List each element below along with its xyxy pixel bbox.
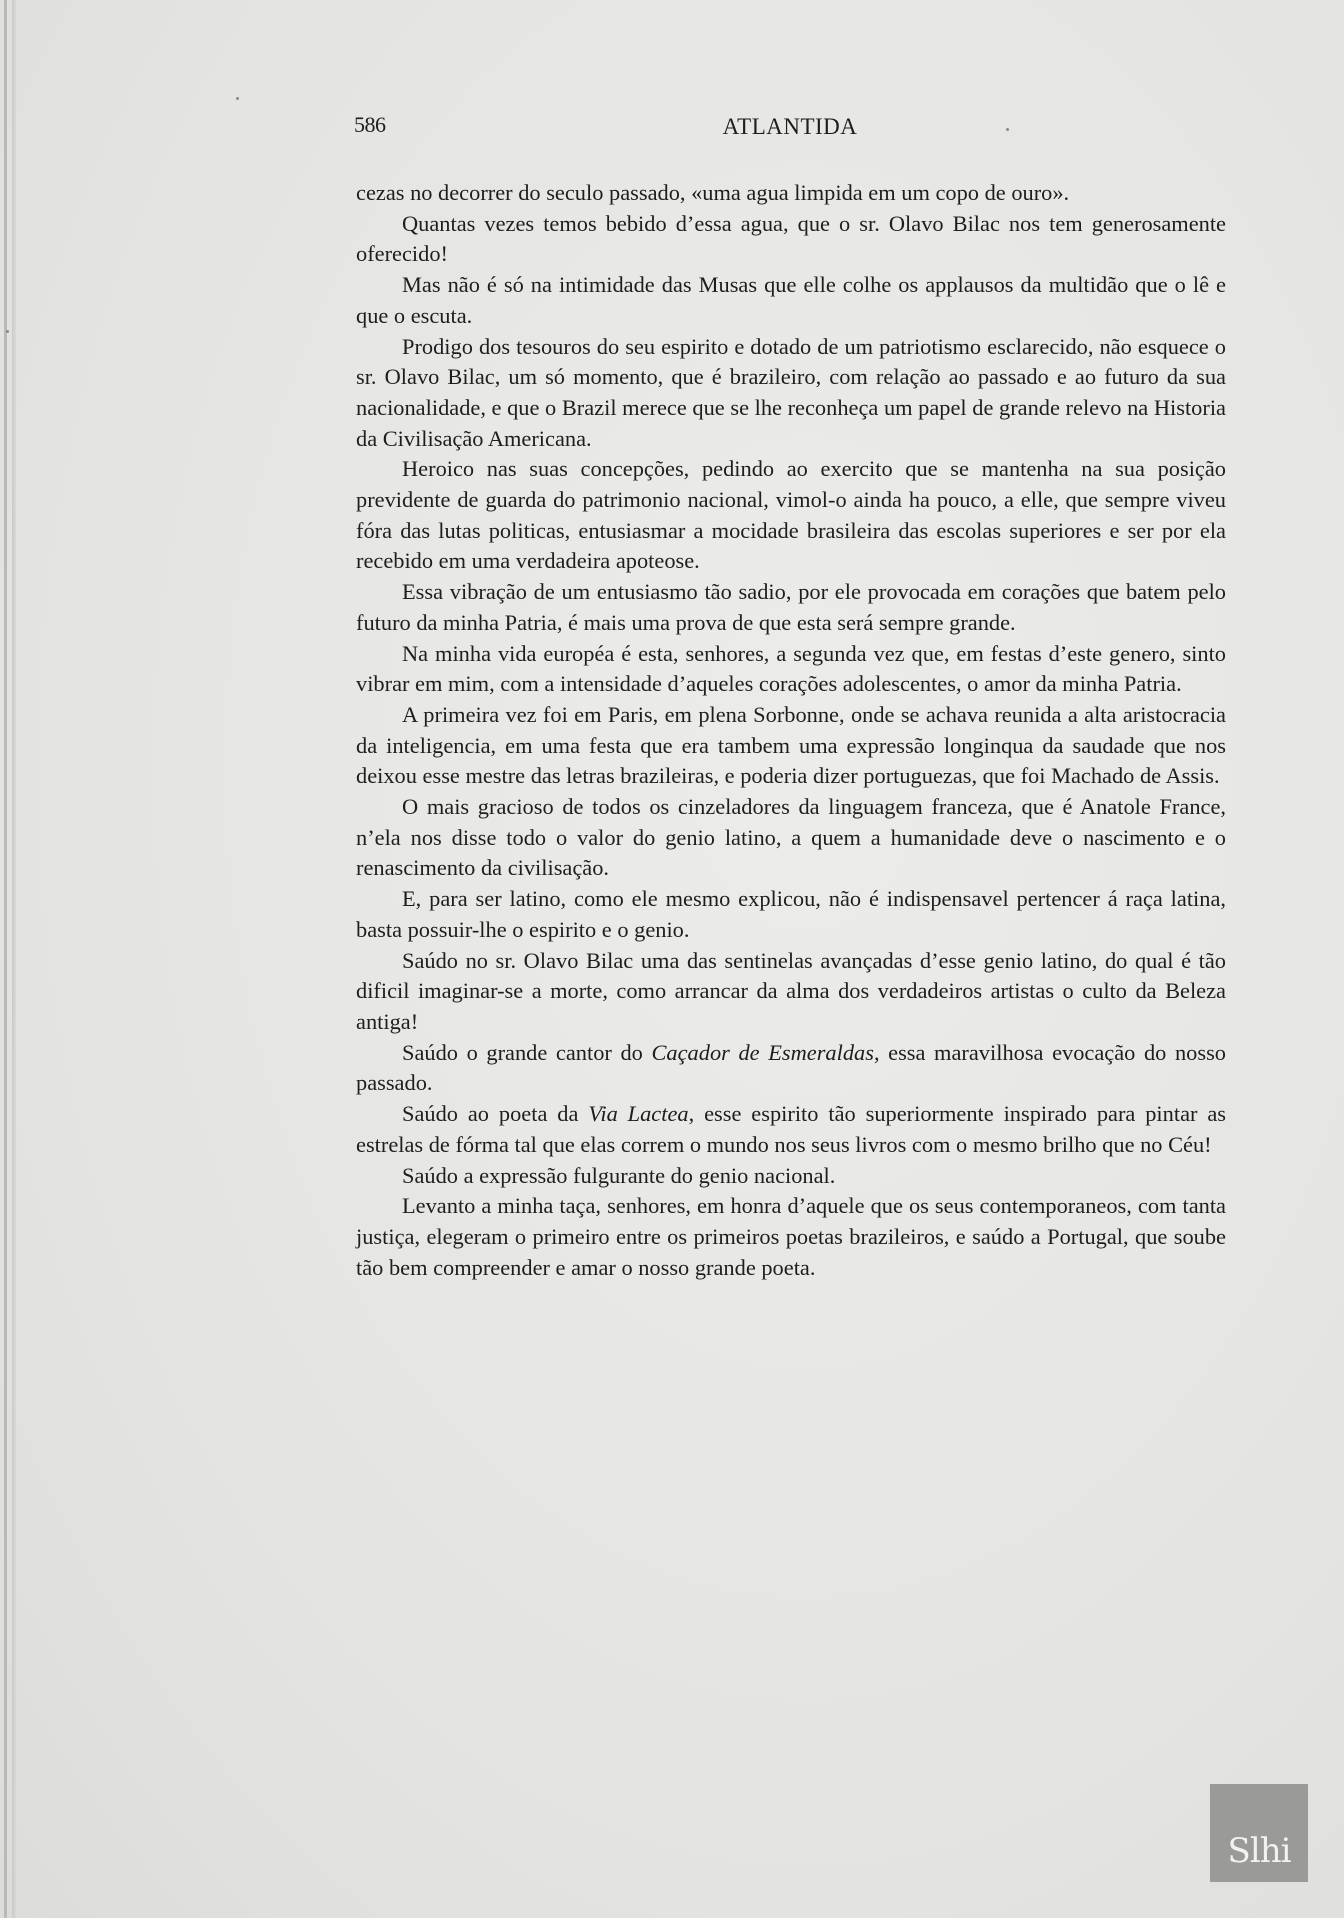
paragraph: A primeira vez foi em Paris, em plena Sorbonne, onde se achava reunida a alta aristocracia da inteligencia, em uma festa que era tambem uma expressão longinqua da saudade que nos deixou esse mestre das letras brazileiras, e poderia dizer portuguezas, que foi Machado de Assis.: [356, 701, 1226, 789]
paragraph: O mais gracioso de todos os cinzeladores da linguagem franceza, que é Anatole France, n’ela nos disse todo o valor do genio latino, a quem a humanidade deve o nascimento e o renascimento da civilisação.: [356, 794, 1226, 881]
paragraph: Mas não é só na intimidade das Musas que elle colhe os applausos da multidão que o lê e que o escuta.: [356, 272, 1226, 328]
paper-speck: [236, 97, 239, 100]
paragraph: Levanto a minha taça, senhores, em honra d’aquele que os seus contemporaneos, com tanta justiça, elegeram o primeiro entre os primeiros poetas brazileiros, e saúdo a Portugal, que soube tão bem compreender e amar o nosso grande poeta.: [356, 1193, 1226, 1280]
page-edge-shadow: [4, 0, 7, 1918]
paper-speck: [1006, 128, 1009, 131]
book-title: Via Lactea: [588, 1101, 689, 1127]
paragraph: Saúdo ao poeta da Via Lactea, esse espirito tão superiormente inspirado para pintar as estrelas de fórma tal que elas correm o mundo nos seus livros com o mesmo brilho que no Céu!: [356, 1101, 1227, 1157]
running-title: ATLANTIDA: [722, 114, 858, 139]
paragraph: Saúdo o grande cantor do Caçador de Esmeraldas, essa maravilhosa evocação do nosso passado.: [356, 1039, 1226, 1096]
paragraph: Na minha vida européa é esta, senhores, a segunda vez que, em festas d’este genero, sinto vibrar em mim, com a intensidade d’aqueles corações adolescentes, o amor da minha Patria.: [356, 640, 1226, 697]
body-text: [356, 178, 1226, 1283]
watermark-logo: [1210, 1784, 1308, 1882]
paragraph: Saúdo a expressão fulgurante do genio nacional.: [402, 1162, 836, 1188]
page-edge-fold: [12, 0, 16, 1918]
paragraph: Prodigo dos tesouros do seu espirito e dotado de um patriotismo esclarecido, não esquece o sr. Olavo Bilac, um só momento, que é brazileiro, com relação ao passado e ao futuro da sua nacionalidade, e que o Brazil merece que se lhe reconheça um papel de grande relevo na Historia da Civilisação Americana.: [356, 333, 1226, 451]
paragraph: cezas no decorrer do seculo passado, «uma agua limpida em um copo de ouro».: [356, 180, 1070, 205]
watermark-text: Slhi: [1227, 1831, 1291, 1871]
paragraph: Saúdo no sr. Olavo Bilac uma das sentinelas avançadas d’esse genio latino, do qual é tão dificil imaginar-se a morte, como arrancar da alma dos verdadeiros artistas o culto da Beleza antiga!: [356, 947, 1226, 1034]
book-title: Caçador de Esmeraldas: [651, 1039, 874, 1065]
paragraph: Quantas vezes temos bebido d’essa agua, que o sr. Olavo Bilac nos tem generosamente oferecido!: [356, 210, 1226, 267]
paragraph: E, para ser latino, como ele mesmo explicou, não é indispensavel pertencer á raça latina, basta possuir-lhe o espirito e o genio.: [356, 886, 1226, 942]
paper-speck: [6, 330, 9, 333]
paragraph: Essa vibração de um entusiasmo tão sadio, por ele provocada em corações que batem pelo futuro da minha Patria, é mais uma prova de que esta será sempre grande.: [356, 579, 1226, 635]
page-header: [354, 112, 1226, 142]
page-number: 586: [354, 112, 386, 137]
paragraph: Heroico nas suas concepções, pedindo ao exercito que se mantenha na sua posição previdente de guarda do patrimonio nacional, vimol-o ainda ha pouco, a elle, que sempre viveu fóra das lutas politicas, entusiasmar a mocidade brasileira das escolas superiores e ser por ela recebido em uma verdadeira apoteose.: [356, 456, 1226, 574]
